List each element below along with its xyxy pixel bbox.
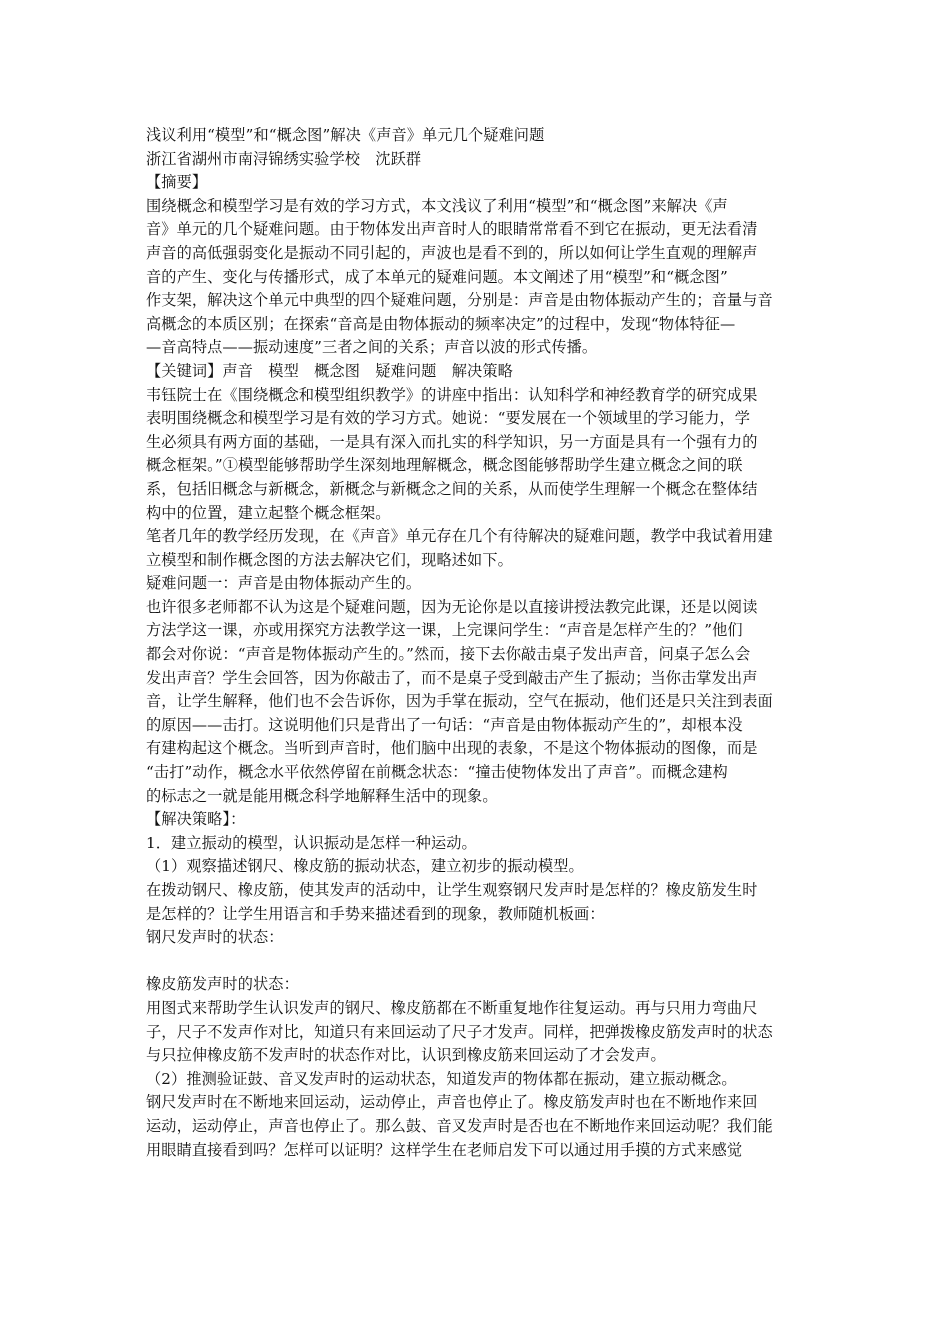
problem1-line: 音，让学生解释，他们也不会告诉你，因为手掌在振动，空气在振动，他们还是只关注到表面 [146,692,773,711]
diagram-paragraph [146,997,808,1068]
band-state-label: 橡皮筋发声时的状态： [146,975,299,994]
intro-line: 生必须具有两方面的基础，一是具有深入而扎实的科学知识，另一方面是具有一个强有力的 [146,432,758,451]
step1-2-line: 运动，运动停止，声音也停止了。那么鼓、音叉发声时是否也在不断地作来回运动呢？我们能 [146,1116,773,1135]
abstract-line: 围绕概念和模型学习是有效的学习方式，本文浅议了利用“模型”和“概念图”来解决《声 [146,196,728,215]
experience-line: 立模型和制作概念图的方法去解决它们，现略述如下。 [146,550,513,569]
step1-1-paragraph [146,879,808,926]
problem1-line: 的标志之一就是能用概念科学地解释生活中的现象。 [146,786,498,805]
abstract-line: 音》单元的几个疑难问题。由于物体发出声音时人的眼睛常常看不到它在振动，更无法看清 [146,220,758,239]
intro-line: 韦钰院士在《围绕概念和模型组织教学》的讲座中指出：认知科学和神经教育学的研究成果 [146,385,758,404]
diagram-placeholder [146,950,808,974]
experience-line: 笔者几年的教学经历发现，在《声音》单元存在几个有待解决的疑难问题，教学中我试着用建 [146,527,773,546]
problem1-paragraph [146,596,808,808]
step1-1-heading: （1）观察描述钢尺、橡皮筋的振动状态，建立初步的振动模型。 [146,857,584,876]
problem1-line: 发出声音？学生会回答，因为你敲击了，而不是桌子受到敲击产生了振动；当你击掌发出声 [146,668,758,687]
problem1-line: 也许很多老师都不认为这是个疑难问题，因为无论你是以直接讲授法教完此课，还是以阅读 [146,597,758,616]
problem1-line: “击打”动作，概念水平依然停留在前概念状态：“撞击使物体发出了声音”。而概念建构 [146,763,728,782]
step1-2-line: 钢尺发声时在不断地来回运动，运动停止，声音也停止了。橡皮筋发声时也在不断地作来回 [146,1093,758,1112]
document-title: 浅议利用“模型”和“概念图”解决《声音》单元几个疑难问题 [146,126,545,144]
keywords-line: 【关键词】声音 模型 概念图 疑难问题 解决策略 [146,361,513,380]
abstract-paragraph [146,195,808,360]
diagram-line: 用图式来帮助学生认识发声的钢尺、橡皮筋都在不断重复地作往复运动。再与只用力弯曲尺 [146,998,758,1017]
step1-2-line: 用眼睛直接看到吗？怎样可以证明？这样学生在老师启发下可以通过用手摸的方式来感觉 [146,1140,743,1159]
problem1-line: 都会对你说：“声音是物体振动产生的。”然而，接下去你敲击桌子发出声音，问桌子怎么会 [146,645,751,664]
diagram-line: 子，尺子不发声作对比，知道只有来回运动了尺子才发声。同样，把弹拨橡皮筋发声时的状态 [146,1022,773,1041]
diagram-line: 与只拉伸橡皮筋不发声时的状态作对比，认识到橡皮筋来回运动了才会发声。 [146,1046,666,1065]
abstract-line: 作支架，解决这个单元中典型的四个疑难问题，分别是：声音是由物体振动产生的；音量与音 [146,291,773,310]
abstract-line: 声音的高低强弱变化是振动不同引起的，声波也是看不到的，所以如何让学生直观的理解声 [146,243,758,262]
step1-2-paragraph [146,1091,808,1162]
author-line: 浙江省湖州市南浔锦绣实验学校 沈跃群 [146,149,422,168]
intro-line: 构中的位置，建立起整个概念框架。 [146,503,391,522]
ruler-state-label: 钢尺发声时的状态： [146,928,284,947]
problem1-line: 方法学这一课，亦或用探究方法教学这一课，上完课问学生：“声音是怎样产生的？”他们 [146,621,743,640]
abstract-heading: 【摘要】 [146,173,208,192]
experience-paragraph [146,525,808,572]
problem1-heading: 疑难问题一：声音是由物体振动产生的。 [146,574,422,593]
abstract-line: 音的产生、变化与传播形式，成了本单元的疑难问题。本文阐述了用“模型”和“概念图” [146,267,728,286]
intro-line: 概念框架。”①模型能够帮助学生深刻地理解概念，概念图能够帮助学生建立概念之间的联 [146,456,743,475]
document-page [146,124,808,1162]
abstract-line: 高概念的本质区别；在探索“音高是由物体振动的频率决定”的过程中，发现“物体特征— [146,314,736,333]
intro-line: 表明围绕概念和模型学习是有效的学习方式。她说：“要发展在一个领域里的学习能力，学 [146,409,751,428]
step1-heading: 1．建立振动的模型，认识振动是怎样一种运动。 [146,833,477,852]
problem1-line: 有建构起这个概念。当听到声音时，他们脑中出现的表象，不是这个物体振动的图像，而是 [146,739,758,758]
step1-1-line: 是怎样的？让学生用语言和手势来描述看到的现象，教师随机板画： [146,904,605,923]
problem1-line: 的原因——击打。这说明他们只是背出了一句话：“声音是由物体振动产生的”，却根本没 [146,715,743,734]
strategy-heading: 【解决策略】： [146,810,246,829]
intro-line: 系，包括旧概念与新概念，新概念与新概念之间的关系，从而使学生理解一个概念在整体结 [146,479,758,498]
step1-2-heading: （2）推测验证鼓、音叉发声时的运动状态，知道发声的物体都在振动，建立振动概念。 [146,1069,737,1088]
abstract-line: —音高特点——振动速度”三者之间的关系；声音以波的形式传播。 [146,338,598,357]
intro-paragraph [146,384,808,526]
step1-1-line: 在拨动钢尺、橡皮筋，使其发声的活动中，让学生观察钢尺发声时是怎样的？橡皮筋发生时 [146,881,758,899]
